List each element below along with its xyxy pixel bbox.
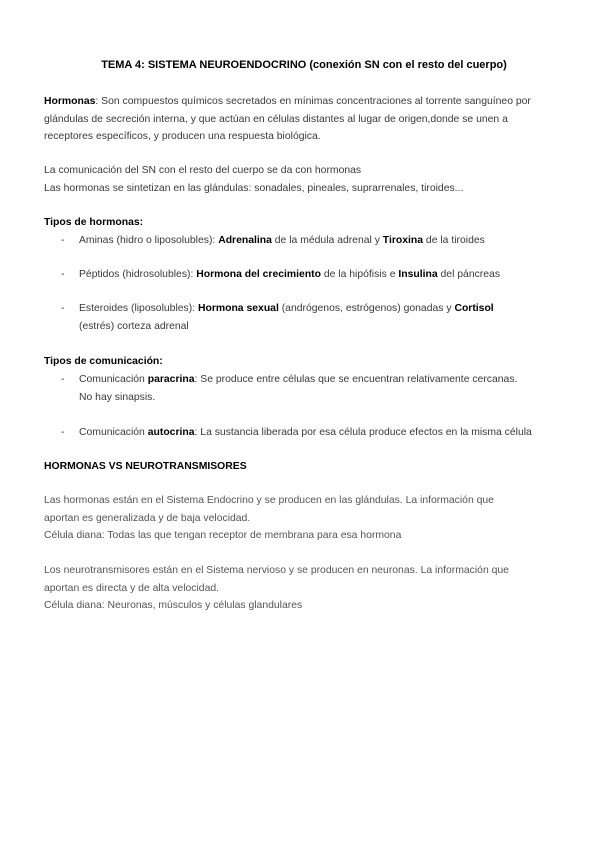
hormonas-paragraph: Las hormonas están en el Sistema Endocrino y se producen en las glándulas. La información que aportan es generalizada y de baja velocidad. Célula diana: Todas las que tengan receptor de membrana para esa hormona bbox=[44, 495, 494, 541]
vs-heading: HORMONAS VS NEUROTRANSMISORES bbox=[44, 461, 247, 472]
neurotransmisores-paragraph: Los neurotransmisores están en el Sistema nervioso y se producen en neuronas. La información que aportan es directa y de alta velocidad. Célula diana: Neuronas, músculos y células glandulares bbox=[44, 565, 509, 611]
hormonas-definition: Hormonas: Son compuestos químicos secretados en mínimas concentraciones al torrente sanguíneo por glándulas de secreción interna, y que actúan en células distantes al lugar de origen,donde se unen a receptores específicos, y producen una respuesta biológica. bbox=[44, 96, 531, 142]
tipos-comunicacion-heading: Tipos de comunicación: bbox=[44, 356, 163, 367]
intro-paragraph: La comunicación del SN con el resto del cuerpo se da con hormonas Las hormonas se sintetizan en las glándulas: sonadales, pineales, suprarrenales, tiroides... bbox=[44, 165, 464, 194]
bullet-dash: - bbox=[61, 269, 65, 280]
bullet-dash: - bbox=[61, 235, 65, 246]
hormonas-term: Hormonas bbox=[44, 96, 96, 107]
tipos-hormonas-heading: Tipos de hormonas: bbox=[44, 217, 144, 228]
bullet-dash: - bbox=[61, 374, 65, 385]
document-page: TEMA 4: SISTEMA NEUROENDOCRINO (conexión SN con el resto del cuerpo) Hormonas: Son compuestos químicos secretados en mínimas concentraciones al torrente sanguíneo por glándulas de secreción interna, y que actúan en células distantes al lugar de origen,donde se unen a receptores específicos, y producen una respuesta biológica. La comunicación del SN con el resto del cuerpo se da con hormonas Las hormonas se sintetizan en las glándulas: sonadales, pineales, suprarrenales, tiroides... Tipos de hormonas: - Aminas (hidro o liposolubles): Adrenalina de la médula adrenal y Tiroxina de la tiroides - Péptidos (hidrosolubles): Hormona del crecimiento de la hipófisis e Insulina del páncreas - Esteroides (liposolubles): Hormona sexual (andrógenos, estrógenos) gonadas y Cortisol (estrés) corteza adrenal Tipos de comunicación: - Comunicación paracrina: Se produce entre células que se encuentran relativamente cercanas. No hay sinapsis. - Comunicación autocrina: La sustancia liberada por esa célula produce efectos en la misma célula HORMONAS VS NEUROTRANSMISORES Las hormonas están en el Sistema Endocrino y se producen en las glándulas. La información que aportan es generalizada y de baja velocidad. Célula diana: Todas las que tengan receptor de membrana para esa hormona Los neurotransmisores están en el Sistema nervioso y se producen en neuronas. La información que aportan es directa y de alta velocidad. Célula diana: Neuronas, músculos y células glandulares bbox=[44, 0, 564, 848]
bullet-dash: - bbox=[61, 427, 65, 438]
bullet-dash: - bbox=[61, 303, 65, 314]
page-title: TEMA 4: SISTEMA NEUROENDOCRINO (conexión SN con el resto del cuerpo) bbox=[101, 59, 507, 71]
